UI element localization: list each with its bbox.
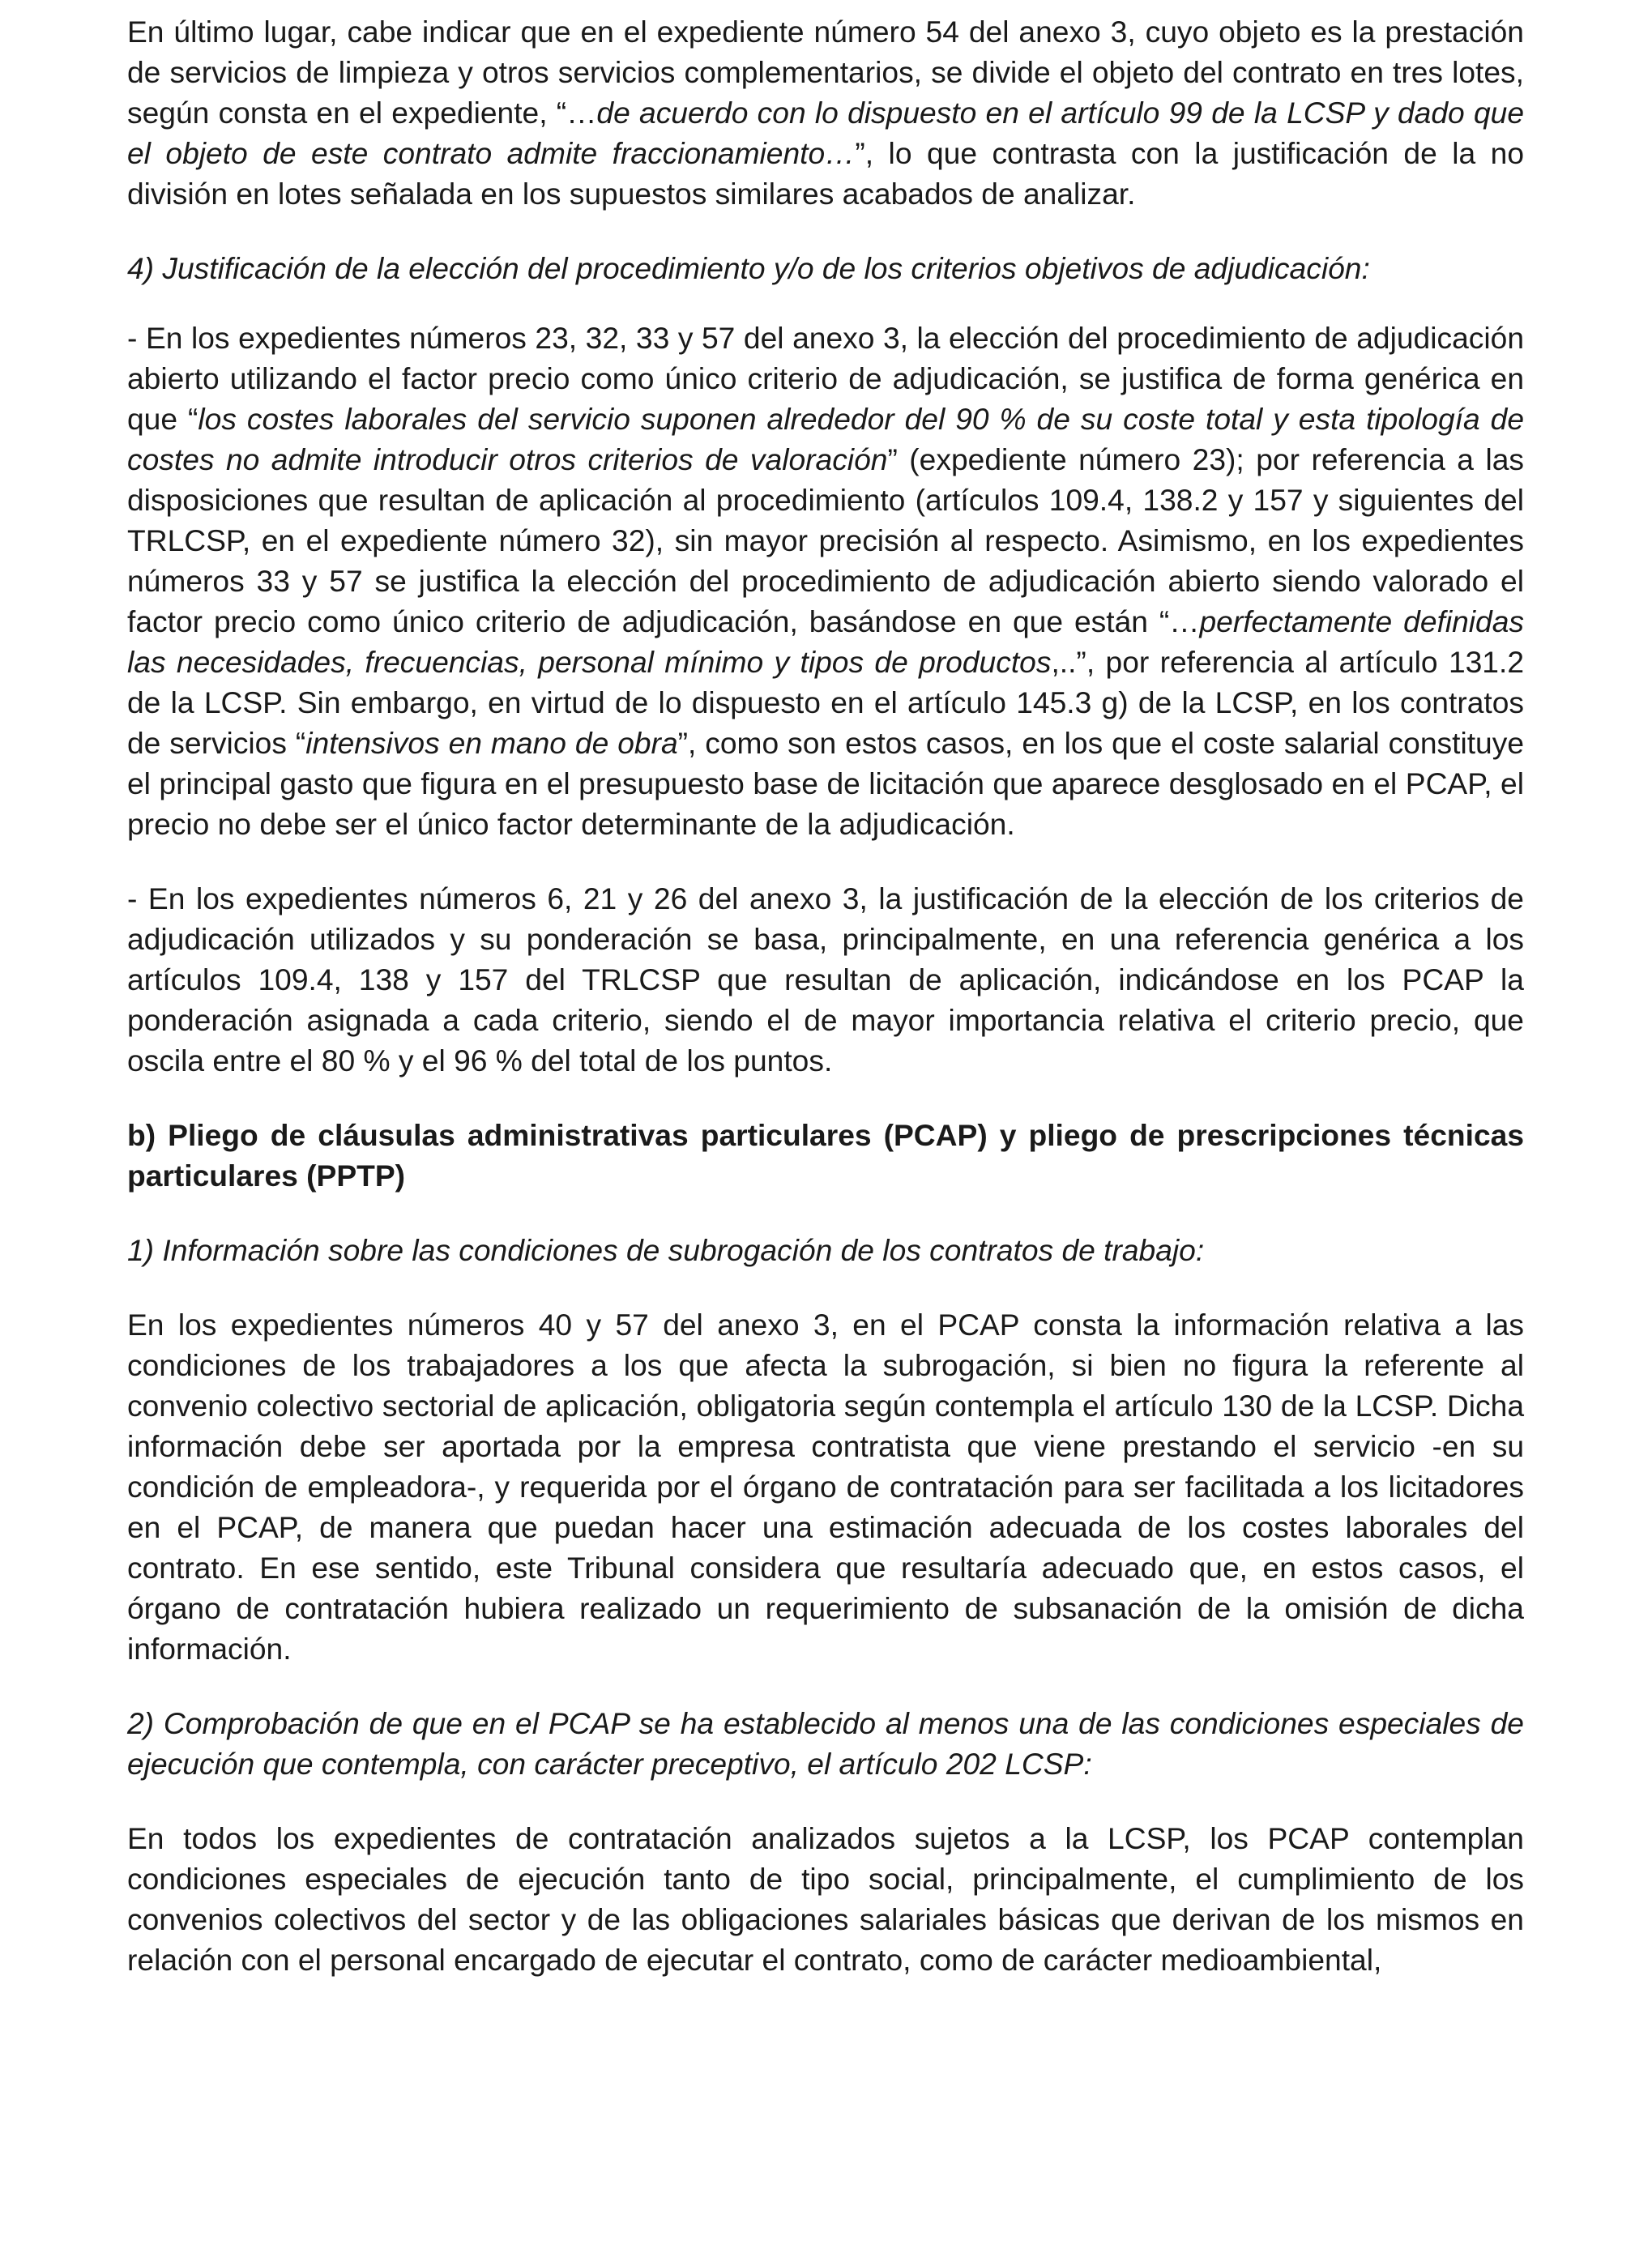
paragraph-lotes-expediente-54: En último lugar, cabe indicar que en el expediente número 54 del anexo 3, cuyo objeto es la prestación de servicios de limpieza y otros servicios complementarios, se divide el objeto del contrato en tres lotes, según consta en el expediente, “…de acuerdo con lo dispuesto en el artículo 99 de la LCSP y dado que el objeto de este contrato admite fraccionamiento…”, lo que contrasta con la justificación de la no división en lotes señalada en los supuestos similares acabados de analizar. xyxy=(127,15,1524,211)
document-page xyxy=(127,11,1524,1980)
paragraph-expedientes-40-57: En los expedientes números 40 y 57 del anexo 3, en el PCAP consta la información relativa a las condiciones de los trabajadores a los que afecta la subrogación, si bien no figura la referente al convenio colectivo sectorial de aplicación, obligatoria según contempla el artículo 130 de la LCSP. Dicha información debe ser aportada por la empresa contratista que viene prestando el servicio -en su condición de empleadora-, y requerida por el órgano de contratación para ser facilitada a los licitadores en el PCAP, de manera que puedan hacer una estimación adecuada de los costes laborales del contrato. En ese sentido, este Tribunal considera que resultaría adecuado que, en estos casos, el órgano de contratación hubiera realizado un requerimiento de subsanación de la omisión de dicha información. xyxy=(127,1308,1524,1666)
heading-pliego-clausulas: b) Pliego de cláusulas administrativas particulares (PCAP) y pliego de prescripciones técnicas particulares (PPTP) xyxy=(127,1118,1524,1193)
paragraph-todos-expedientes-lcsp: En todos los expedientes de contratación analizados sujetos a la LCSP, los PCAP contemplan condiciones especiales de ejecución tanto de tipo social, principalmente, el cumplimiento de los convenios colectivos del sector y de las obligaciones salariales básicas que derivan de los mismos en relación con el personal encargado de ejecutar el contrato, como de carácter medioambiental, xyxy=(127,1821,1524,1977)
heading-subrogacion: 1) Información sobre las condiciones de subrogación de los contratos de trabajo: xyxy=(127,1233,1205,1267)
heading-justificacion-procedimiento: 4) Justificación de la elección del procedimiento y/o de los criterios objetivos de adjudicación: xyxy=(127,251,1370,285)
heading-condiciones-especiales: 2) Comprobación de que en el PCAP se ha establecido al menos una de las condiciones especiales de ejecución que contempla, con carácter preceptivo, el artículo 202 LCSP: xyxy=(127,1706,1524,1781)
paragraph-expedientes-23-32-33-57: - En los expedientes números 23, 32, 33 y 57 del anexo 3, la elección del procedimiento de adjudicación abierto utilizando el factor precio como único criterio de adjudicación, se justifica de forma genérica en que “los costes laborales del servicio suponen alrededor del 90 % de su coste total y esta tipología de costes no admite introducir otros criterios de valoración” (expediente número 23); por referencia a las disposiciones que resultan de aplicación al procedimiento (artículos 109.4, 138.2 y 157 y siguientes del TRLCSP, en el expediente número 32), sin mayor precisión al respecto. Asimismo, en los expedientes números 33 y 57 se justifica la elección del procedimiento de adjudicación abierto siendo valorado el factor precio como único criterio de adjudicación, basándose en que están “…perfectamente definidas las necesidades, frecuencias, personal mínimo y tipos de productos,..”, por referencia al artículo 131.2 de la LCSP. Sin embargo, en virtud de lo dispuesto en el artículo 145.3 g) de la LCSP, en los contratos de servicios “intensivos en mano de obra”, como son estos casos, en los que el coste salarial constituye el principal gasto que figura en el presupuesto base de licitación que aparece desglosado en el PCAP, el precio no debe ser el único factor determinante de la adjudicación. xyxy=(127,321,1525,841)
paragraph-expedientes-6-21-26: - En los expedientes números 6, 21 y 26 del anexo 3, la justificación de la elección de los criterios de adjudicación utilizados y su ponderación se basa, principalmente, en una referencia genérica a los artículos 109.4, 138 y 157 del TRLCSP que resultan de aplicación, indicándose en los PCAP la ponderación asignada a cada criterio, siendo el de mayor importancia relativa el criterio precio, que oscila entre el 80 % y el 96 % del total de los puntos. xyxy=(127,881,1524,1078)
